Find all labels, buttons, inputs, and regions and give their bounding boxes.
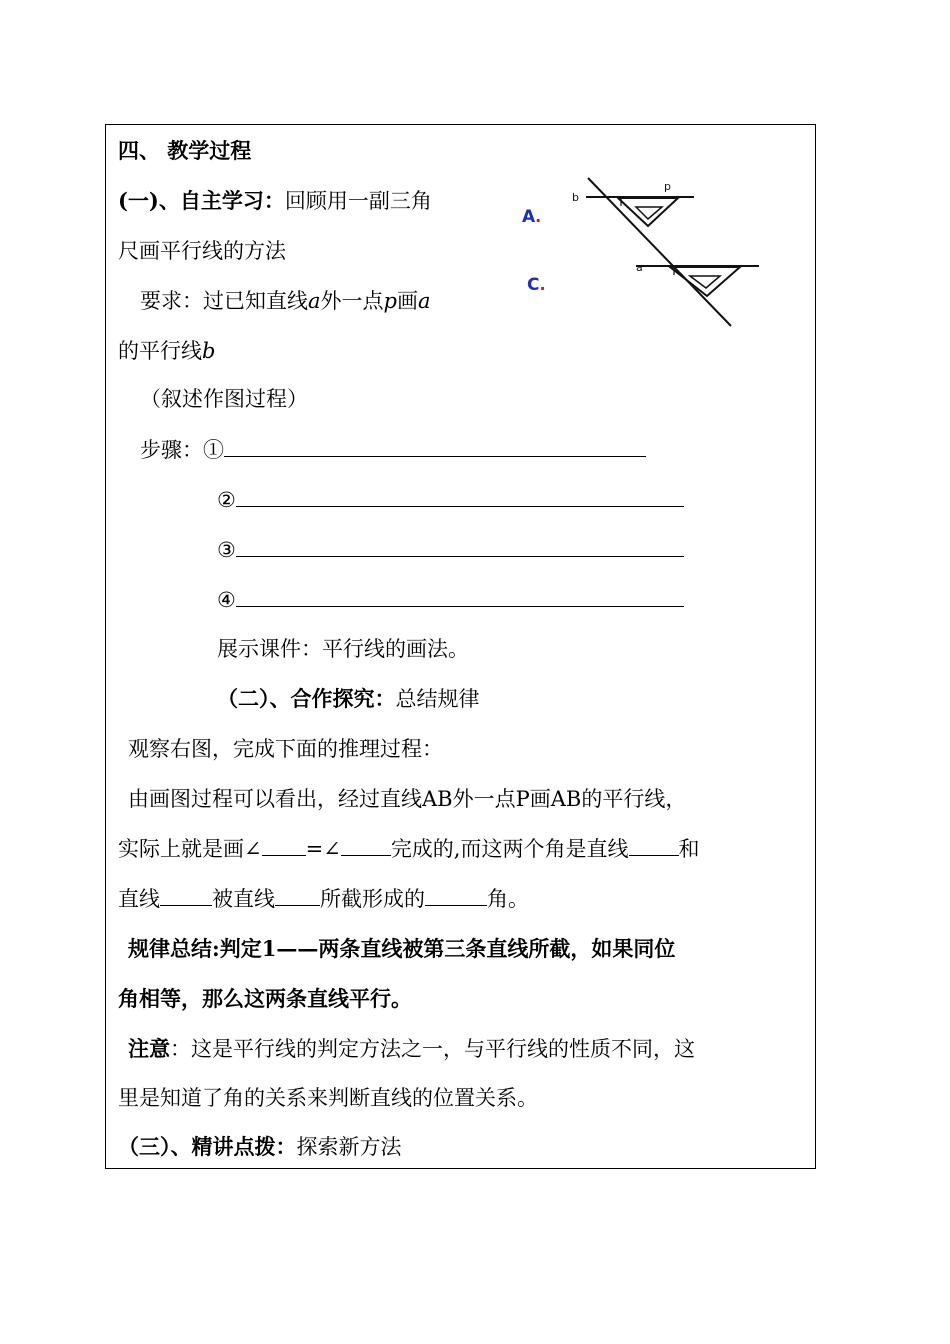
part2-title-line bbox=[217, 686, 480, 712]
note-label: 注意 bbox=[128, 1036, 170, 1061]
part1-text1: 回顾用一副三角 bbox=[284, 189, 432, 213]
req-prefix: 要求：过已知直线 bbox=[140, 289, 308, 313]
reasoning-line2-d: 和 bbox=[678, 837, 700, 861]
label-A bbox=[522, 207, 541, 227]
var-a: a bbox=[308, 289, 321, 313]
step-mark-1: ① bbox=[203, 438, 224, 462]
step-3 bbox=[217, 537, 684, 563]
reasoning-line2-b: =∠ bbox=[305, 837, 341, 861]
var-a2: a bbox=[417, 289, 431, 313]
step-2-blank[interactable] bbox=[236, 488, 684, 507]
step-3-blank[interactable] bbox=[236, 538, 684, 557]
step-4-blank[interactable] bbox=[236, 588, 684, 607]
reasoning-line1: 由画图过程可以看出，经过直线AB外一点P画AB的平行线， bbox=[128, 787, 687, 811]
label-C-dot: . bbox=[539, 275, 546, 294]
line-blank-3[interactable] bbox=[275, 887, 320, 906]
step-2 bbox=[217, 487, 684, 513]
var-b: b bbox=[202, 339, 216, 363]
label-C bbox=[527, 275, 546, 295]
angle-blank-1[interactable] bbox=[262, 837, 306, 856]
transversal-line bbox=[588, 178, 731, 326]
part3-title-line bbox=[118, 1134, 402, 1160]
step-4 bbox=[217, 587, 684, 613]
part1-text2: 尺画平行线的方法 bbox=[118, 239, 286, 263]
label-A-text: A bbox=[522, 207, 536, 227]
angle-type-blank[interactable] bbox=[425, 887, 487, 906]
rule-summary-line1: 规律总结:判定1——两条直线被第三条直线所截，如果同位 bbox=[128, 936, 676, 961]
triangle-ruler-bottom bbox=[670, 267, 740, 296]
narrate-note: （叙述作图过程） bbox=[140, 387, 308, 411]
line-blank-1[interactable] bbox=[629, 837, 679, 856]
part3-heading: （三）、精讲点拨： bbox=[118, 1134, 297, 1159]
req-mid: 外一点 bbox=[320, 289, 384, 313]
label-C-text: C bbox=[527, 275, 540, 295]
step-1 bbox=[140, 437, 646, 463]
courseware-note: 展示课件：平行线的画法。 bbox=[217, 637, 469, 661]
part3-subtitle: 探索新方法 bbox=[296, 1135, 402, 1159]
angle-blank-2[interactable] bbox=[341, 837, 391, 856]
step-mark-4: ④ bbox=[217, 588, 236, 612]
triangle-ruler-top bbox=[618, 198, 678, 226]
reasoning-line3-c: 所截形成的 bbox=[320, 887, 425, 911]
var-p: p bbox=[383, 289, 397, 313]
part2-heading: （二）、合作探究： bbox=[217, 686, 396, 711]
line-a-label: a bbox=[636, 261, 643, 274]
reasoning-line3-a: 直线 bbox=[118, 887, 160, 911]
line-b-label: b bbox=[572, 191, 579, 204]
reasoning-line3-d: 角。 bbox=[487, 887, 529, 911]
part1-heading: (一)、自主学习： bbox=[118, 188, 285, 213]
point-p-label: p bbox=[664, 180, 671, 193]
parallel-lines-figure bbox=[566, 156, 766, 331]
note-line1 bbox=[128, 1036, 695, 1062]
requirement-line2 bbox=[118, 338, 215, 364]
observe-instruction: 观察右图，完成下面的推理过程： bbox=[128, 737, 443, 761]
steps-label: 步骤： bbox=[140, 438, 203, 462]
step-1-blank[interactable] bbox=[224, 438, 646, 457]
req-line2: 的平行线 bbox=[118, 339, 202, 363]
requirement-line1 bbox=[140, 288, 431, 314]
reasoning-line3 bbox=[118, 886, 529, 912]
label-A-dot: . bbox=[535, 207, 542, 226]
reasoning-line2 bbox=[118, 836, 700, 862]
reasoning-line2-c: 完成的,而这两个角是直线 bbox=[390, 837, 629, 861]
part2-subtitle: 总结规律 bbox=[395, 687, 480, 711]
reasoning-line3-b: 被直线 bbox=[212, 887, 275, 911]
note-text1: ：这是平行线的判定方法之一，与平行线的性质不同，这 bbox=[170, 1037, 695, 1061]
section-title: 四、 教学过程 bbox=[118, 138, 252, 163]
reasoning-line2-a: 实际上就是画∠ bbox=[118, 837, 262, 861]
req-end: 画 bbox=[396, 289, 418, 313]
rule-summary-line2: 角相等，那么这两条直线平行。 bbox=[118, 986, 412, 1011]
note-line2: 里是知道了角的关系来判断直线的位置关系。 bbox=[118, 1086, 538, 1110]
step-mark-2: ② bbox=[217, 488, 236, 512]
part1-line1 bbox=[118, 188, 432, 214]
step-mark-3: ③ bbox=[217, 538, 236, 562]
line-blank-2[interactable] bbox=[160, 887, 212, 906]
